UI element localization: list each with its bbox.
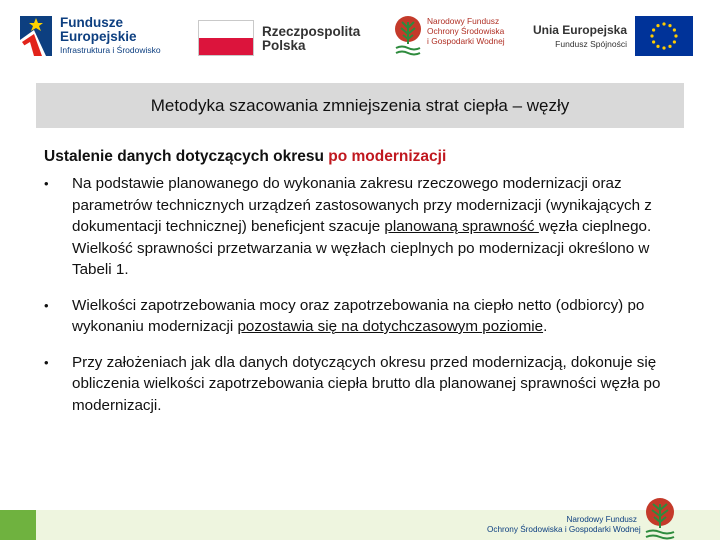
- eu-star-icon: [652, 28, 655, 31]
- footer-text: [487, 515, 641, 535]
- fundusze-europejskie-mark-icon: [16, 12, 56, 60]
- narodowy-fundusz-logo: [393, 12, 513, 62]
- section-heading: [44, 148, 684, 166]
- logo-bar: [0, 0, 720, 74]
- rzeczpospolita-text: [262, 25, 360, 53]
- rzeczpospolita-polska-logo: [196, 12, 366, 62]
- eu-star-icon: [650, 34, 653, 37]
- bullet2-text-a: Wielkości zapotrzebowania mocy oraz zapotrzebowania na ciepło netto (odbiorcy) po wykonaniu modernizacji: [72, 296, 645, 335]
- fundusze-line3: Infrastruktura i Środowisko: [60, 45, 161, 55]
- footer-line2: Ochrony Środowiska i Gospodarki Wodnej: [487, 525, 641, 534]
- bullet2-text-b: .: [543, 318, 548, 335]
- nf-line1: Narodowy Fundusz: [427, 16, 500, 26]
- section-heading-prefix: Ustalenie danych dotyczących okresu: [44, 148, 329, 165]
- bullet1-text-a: Na podstawie planowanego do wykonania zakresu rzeczowego modernizacji oraz parametrów technicznych urządzeń zastosowanych przy modernizacji (wynikających z dokumentacji technicznej) beneficjent szacuje: [72, 175, 652, 235]
- fundusze-line2: Europejskie: [60, 29, 137, 44]
- eu-star-icon: [668, 24, 671, 27]
- unia-europejska-logo: [529, 12, 709, 62]
- fundusze-europejskie-text: [60, 16, 161, 56]
- eu-star-icon: [673, 40, 676, 43]
- bullet-item-2: [44, 295, 684, 338]
- footer-nf-tree-icon: [640, 496, 680, 540]
- eu-flag-icon: [635, 16, 693, 56]
- unia-europejska-text: [529, 24, 627, 50]
- nf-line2: Ochrony Środowiska: [427, 26, 505, 36]
- bullet3-text: Przy założeniach jak dla danych dotyczących okresu przed modernizacją, dokonuje się obliczenia wielkości zapotrzebowania ciepła brutto dla planowanej sprawności węzła po modernizacji.: [72, 353, 661, 414]
- content-area: [44, 148, 684, 430]
- section-heading-accent: po modernizacji: [328, 148, 447, 165]
- bullet2-underlined: pozostawia się na dotychczasowym poziomie: [237, 318, 544, 335]
- eu-star-icon: [668, 45, 671, 48]
- narodowy-fundusz-text: [427, 16, 505, 46]
- polish-flag-icon: [198, 20, 254, 56]
- rzeczpospolita-line2: Polska: [262, 38, 306, 53]
- eu-star-icon: [656, 24, 659, 27]
- footer-corner-block: [0, 510, 36, 540]
- ue-line2: Fundusz Spójności: [555, 39, 627, 49]
- bullet-list: [44, 173, 684, 416]
- fundusze-europejskie-logo: [16, 12, 176, 62]
- bullet-item-3: [44, 352, 684, 417]
- eu-star-icon: [662, 22, 665, 25]
- footer-line1: Narodowy Fundusz: [566, 515, 637, 524]
- eu-star-icon: [656, 45, 659, 48]
- page-title: Metodyka szacowania zmniejszenia strat ciepła – węzły: [150, 95, 570, 115]
- bullet1-underlined: planowaną sprawność: [384, 218, 539, 235]
- ue-line1: Unia Europejska: [532, 23, 627, 37]
- rzeczpospolita-line1: Rzeczpospolita: [262, 24, 361, 39]
- bullet1-text-b: węzła cieplnego. Wielkość sprawności przetwarzania w węzłach cieplnych po modernizacji określono w Tabeli 1.: [72, 218, 652, 278]
- bullet-item-1: [44, 173, 684, 281]
- eu-star-icon: [652, 40, 655, 43]
- eu-star-icon: [662, 46, 665, 49]
- eu-star-icon: [674, 34, 677, 37]
- fundusze-line1: Fundusze: [60, 15, 123, 30]
- eu-star-icon: [673, 28, 676, 31]
- title-band: [36, 83, 684, 128]
- footer: [0, 510, 720, 540]
- nf-line3: i Gospodarki Wodnej: [427, 36, 505, 46]
- narodowy-fundusz-tree-icon: [393, 14, 423, 60]
